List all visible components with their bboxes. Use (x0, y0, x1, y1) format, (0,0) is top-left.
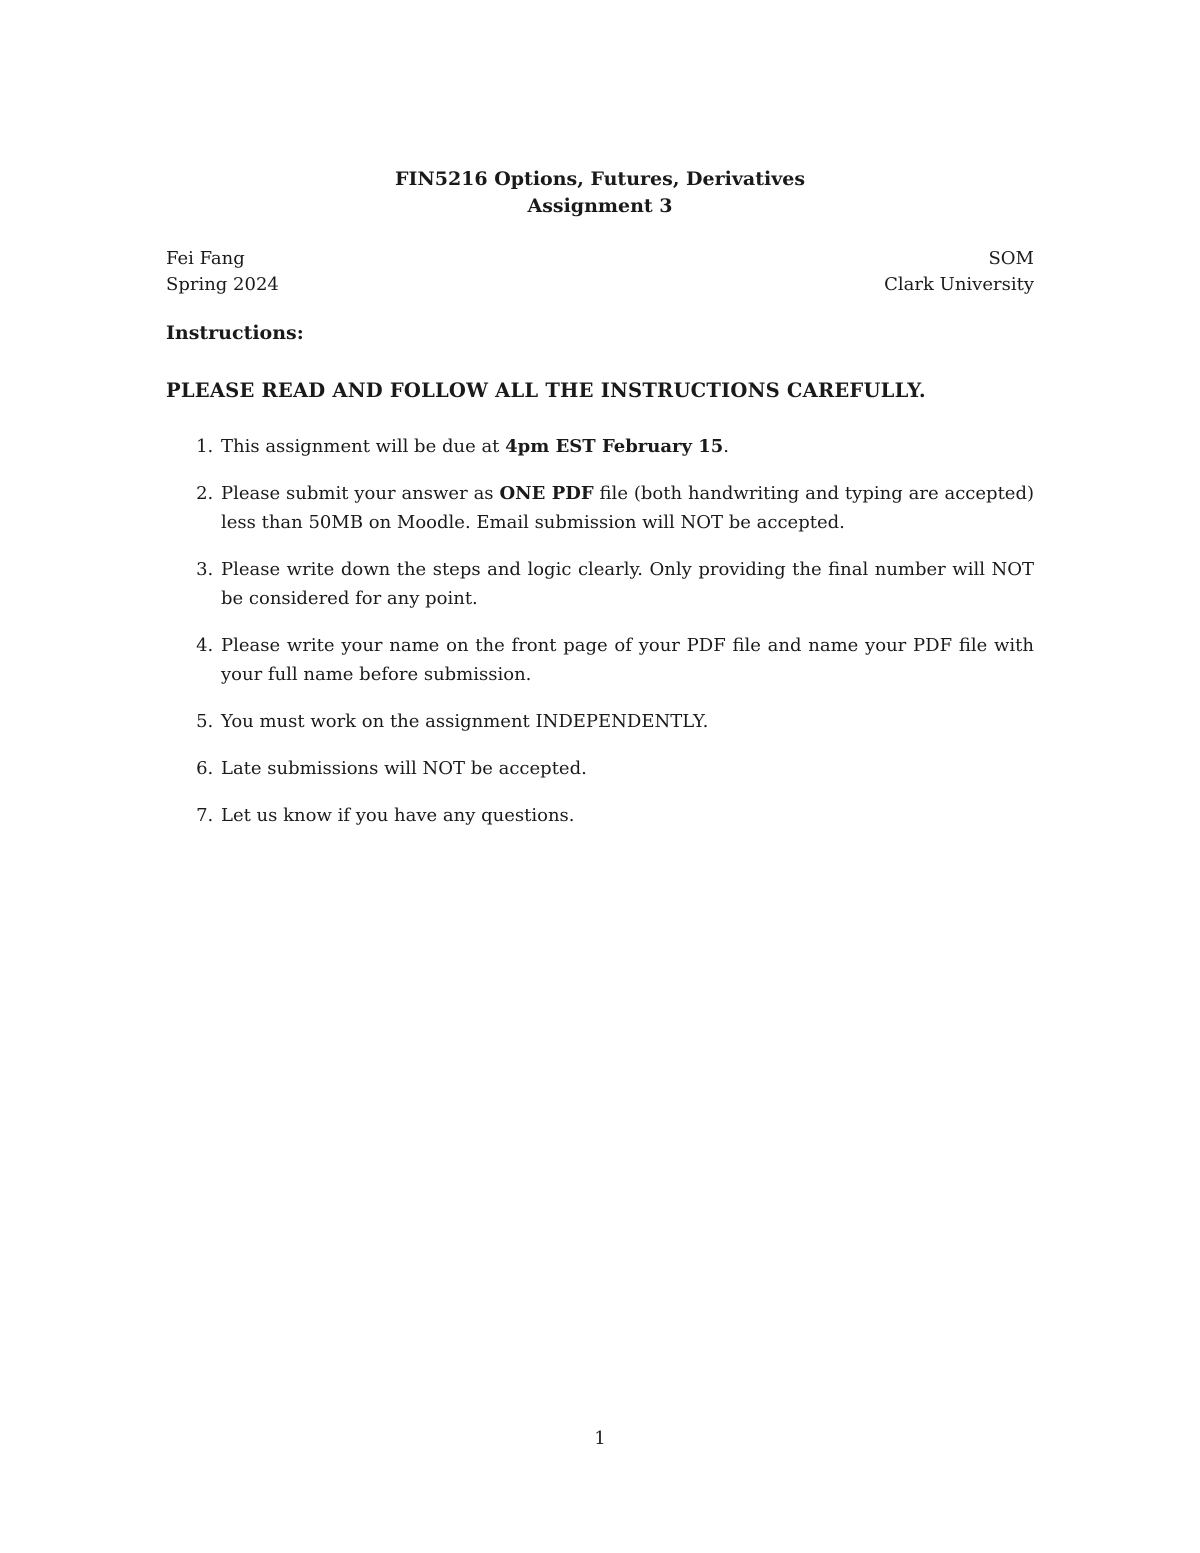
school-name: SOM (988, 248, 1034, 269)
list-item-text (220, 631, 1034, 689)
list-item-text (220, 432, 1034, 461)
list-item-number: 1. (196, 436, 219, 457)
meta-row-1 (166, 246, 1034, 272)
instructions-notice: PLEASE READ AND FOLLOW ALL THE INSTRUCTIONS CAREFULLY. (166, 379, 926, 402)
body-text: Let us know if you have any questions. (221, 805, 575, 826)
list-item (166, 631, 1034, 689)
body-text: This assignment will be due at (221, 436, 506, 457)
instruction-list (166, 432, 1034, 848)
body-text: Please write your name on the front page of your PDF file and name your PDF file with your full name before submission. (221, 635, 1034, 685)
list-item-number: 7. (196, 805, 219, 826)
body-text: Late submissions will NOT be accepted. (221, 758, 587, 779)
assignment-title: Assignment 3 (527, 195, 673, 217)
body-text: Please submit your answer as (221, 483, 500, 504)
course-title: FIN5216 Options, Futures, Derivatives (394, 168, 806, 190)
body-text: file (both handwriting and typing are accepted) less than 50MB on Moodle. Email submission will NOT be accepted. (221, 483, 1034, 533)
title-block (0, 166, 1200, 220)
list-item (166, 801, 1034, 830)
list-item-text (220, 754, 1034, 783)
emphasis-text: ONE PDF (499, 483, 594, 504)
body-text: Please write down the steps and logic clearly. Only providing the final number will NOT be considered for any point. (221, 559, 1034, 609)
emphasis-text: 4pm EST February 15 (505, 436, 724, 457)
list-item-text (220, 707, 1034, 736)
list-item-number: 3. (196, 559, 219, 580)
body-text: You must work on the assignment INDEPENDENTLY. (221, 711, 709, 732)
body-text: . (723, 436, 730, 457)
list-item (166, 432, 1034, 461)
list-item-text (220, 479, 1034, 537)
list-item (166, 707, 1034, 736)
list-item (166, 555, 1034, 613)
page-number: 1 (594, 1428, 606, 1449)
list-item-text (220, 555, 1034, 613)
list-item-number: 4. (196, 635, 219, 656)
instructor-name: Fei Fang (166, 248, 245, 269)
author-meta (166, 246, 1034, 298)
meta-row-2 (166, 272, 1034, 298)
list-item (166, 479, 1034, 537)
list-item-text (220, 801, 1034, 830)
list-item (166, 754, 1034, 783)
list-item-number: 5. (196, 711, 219, 732)
university-name: Clark University (884, 274, 1034, 295)
instructions-heading: Instructions: (166, 322, 304, 344)
term: Spring 2024 (166, 274, 279, 295)
list-item-number: 2. (196, 483, 219, 504)
list-item-number: 6. (196, 758, 219, 779)
